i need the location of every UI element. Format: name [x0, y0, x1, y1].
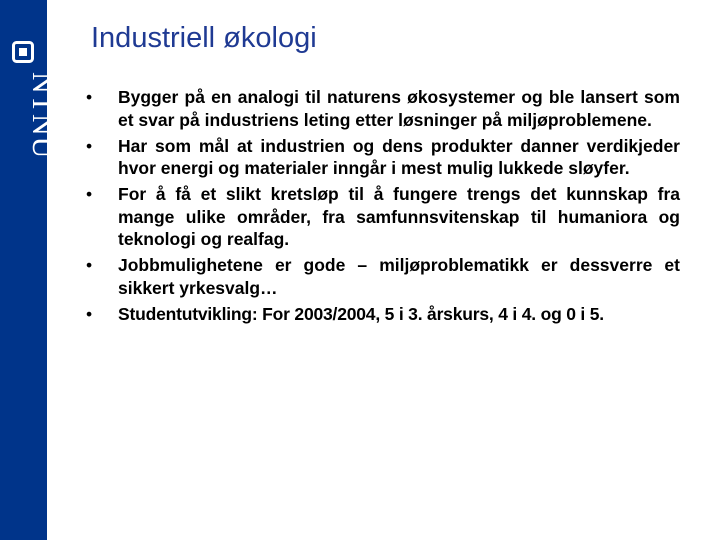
- bullet-text: Har som mål at industrien og dens produkter danner verdikjeder hvor energi og materialer inngår i mest mulig lukkede sløyfer.: [118, 135, 680, 178]
- ntnu-logo-wordmark: [8, 70, 59, 168]
- bullet-icon: •: [86, 87, 93, 107]
- bullet-item: [84, 254, 680, 299]
- bullet-icon: •: [86, 255, 93, 275]
- bullet-item: [84, 135, 680, 180]
- bullet-icon: •: [86, 135, 93, 156]
- bullet-item: [84, 86, 680, 131]
- bullet-item: [84, 303, 680, 326]
- bullet-text: Studentutvikling: For 2003/2004, 5 i 3. årskurs, 4 i 4. og 0 i 5.: [118, 303, 604, 324]
- bullet-icon: •: [86, 303, 92, 324]
- slide-title: Industriell økologi: [91, 22, 317, 54]
- bullet-text: Jobbmulighetene er gode – miljøproblematikk er dessverre et sikkert yrkesvalg…: [118, 255, 680, 298]
- ntnu-logo-icon: [12, 41, 34, 63]
- bullet-text: Bygger på en analogi til naturens økosystemer og ble lansert som et svar på industriens leting etter løsninger på miljøproblemene.: [118, 87, 680, 130]
- bullet-item: [84, 183, 680, 251]
- ntnu-sidebar: [0, 0, 59, 540]
- bullet-list: [84, 86, 680, 329]
- bullet-text: For å få et slikt kretsløp til å fungere trengs det kunnskap fra mange ulike områder, fra samfunnsvitenskap til humaniora og teknologi og realfag.: [118, 184, 680, 249]
- ntnu-logo-text: NTNU: [26, 72, 59, 160]
- bullet-icon: •: [86, 184, 93, 204]
